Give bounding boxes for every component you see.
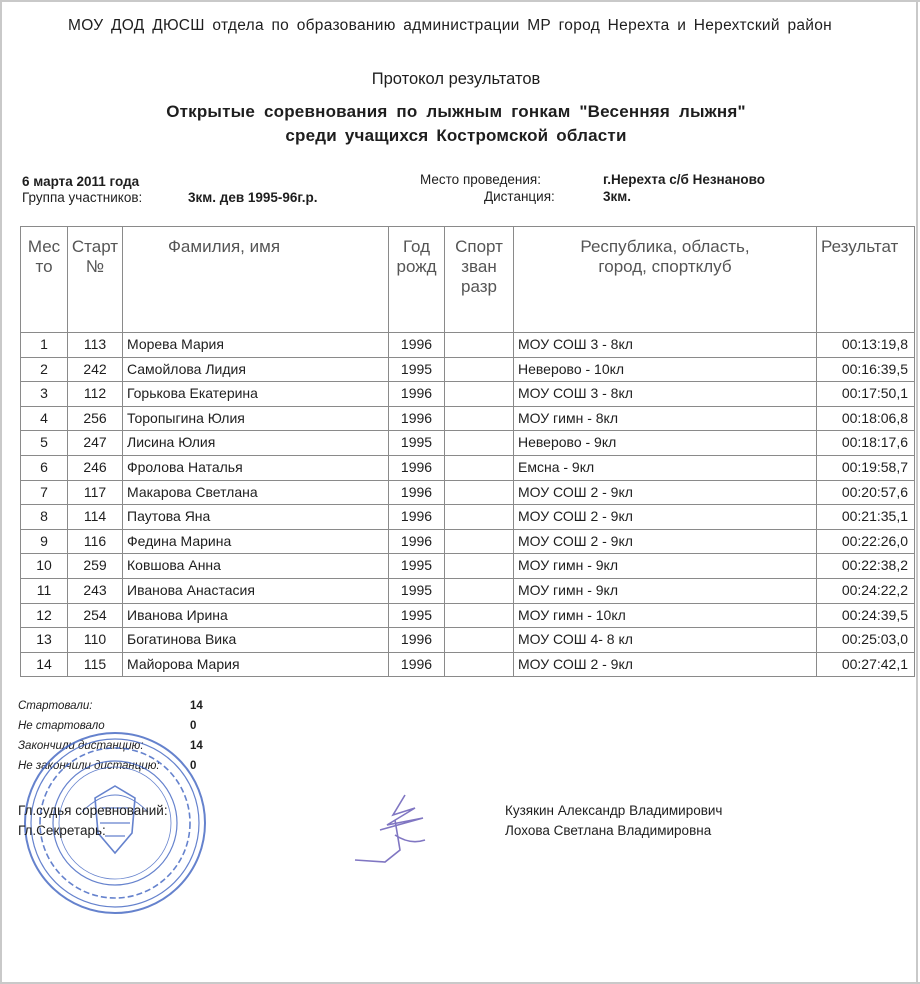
table-row: [21, 480, 915, 505]
cell-start-number: 247: [68, 431, 123, 456]
distance-label: Дистанция:: [484, 189, 555, 204]
cell-place: 7: [21, 480, 68, 505]
cell-name: Фролова Наталья: [123, 455, 389, 480]
results-body: [21, 333, 915, 677]
summary-started-label: Стартовали:: [18, 700, 93, 712]
organization-header: МОУ ДОД ДЮСШ отдела по образованию администрации МР город Нерехта и Нерехтский район: [68, 17, 833, 34]
cell-start-number: 116: [68, 529, 123, 554]
cell-club: МОУ гимн - 9кл: [514, 578, 817, 603]
summary-started-value: 14: [190, 700, 203, 712]
cell-place: 13: [21, 628, 68, 653]
cell-name: Горькова Екатерина: [123, 382, 389, 407]
cell-sport-rank: [445, 505, 514, 530]
cell-club: МОУ СОШ 2 - 9кл: [514, 529, 817, 554]
cell-start-number: 115: [68, 652, 123, 677]
cell-sport-rank: [445, 578, 514, 603]
cell-result: 00:24:22,2: [817, 578, 915, 603]
cell-club: МОУ гимн - 8кл: [514, 406, 817, 431]
cell-result: 00:18:06,8: [817, 406, 915, 431]
cell-result: 00:22:26,0: [817, 529, 915, 554]
cell-place: 1: [21, 333, 68, 358]
page-border-left: [0, 0, 2, 984]
cell-result: 00:20:57,6: [817, 480, 915, 505]
cell-sport-rank: [445, 455, 514, 480]
table-row: [21, 406, 915, 431]
cell-birth-year: 1995: [389, 554, 445, 579]
cell-club: МОУ СОШ 2 - 9кл: [514, 480, 817, 505]
cell-birth-year: 1996: [389, 333, 445, 358]
cell-club: МОУ СОШ 2 - 9кл: [514, 652, 817, 677]
cell-place: 11: [21, 578, 68, 603]
cell-place: 10: [21, 554, 68, 579]
header-name: Фамилия, имя: [123, 227, 389, 333]
cell-sport-rank: [445, 431, 514, 456]
cell-place: 8: [21, 505, 68, 530]
table-header-row: [21, 227, 915, 333]
cell-birth-year: 1995: [389, 578, 445, 603]
cell-result: 00:17:50,1: [817, 382, 915, 407]
table-row: [21, 603, 915, 628]
page-border-top: [0, 0, 920, 2]
cell-start-number: 114: [68, 505, 123, 530]
table-row: [21, 357, 915, 382]
cell-club: МОУ СОШ 4- 8 кл: [514, 628, 817, 653]
group-label: Группа участников:: [22, 190, 143, 205]
cell-name: Майорова Мария: [123, 652, 389, 677]
cell-birth-year: 1996: [389, 529, 445, 554]
table-row: [21, 333, 915, 358]
cell-sport-rank: [445, 554, 514, 579]
cell-birth-year: 1996: [389, 505, 445, 530]
table-row: [21, 529, 915, 554]
chief-judge-name: Кузякин Александр Владимирович: [505, 803, 723, 818]
cell-club: Неверово - 10кл: [514, 357, 817, 382]
results-table: [20, 226, 915, 677]
cell-result: 00:25:03,0: [817, 628, 915, 653]
summary-not-finished-label: Не закончили дистанцию:: [18, 760, 160, 772]
page-border-right: [916, 0, 918, 984]
header-start-number: Старт №: [68, 227, 123, 333]
cell-birth-year: 1996: [389, 455, 445, 480]
summary-finished-value: 14: [190, 740, 203, 752]
cell-place: 6: [21, 455, 68, 480]
chief-secretary-name: Лохова Светлана Владимировна: [505, 823, 712, 838]
cell-name: Макарова Светлана: [123, 480, 389, 505]
table-row: [21, 554, 915, 579]
distance-value: 3км.: [603, 189, 632, 204]
cell-sport-rank: [445, 382, 514, 407]
cell-sport-rank: [445, 406, 514, 431]
cell-birth-year: 1995: [389, 603, 445, 628]
cell-sport-rank: [445, 603, 514, 628]
cell-start-number: 259: [68, 554, 123, 579]
header-sport-rank: Спорт зван разр: [445, 227, 514, 333]
venue-label: Место проведения:: [420, 172, 541, 187]
cell-sport-rank: [445, 333, 514, 358]
cell-club: Неверово - 9кл: [514, 431, 817, 456]
cell-result: 00:21:35,1: [817, 505, 915, 530]
header-result: Результат: [817, 227, 915, 333]
cell-name: Федина Марина: [123, 529, 389, 554]
cell-start-number: 110: [68, 628, 123, 653]
cell-birth-year: 1995: [389, 357, 445, 382]
header-place: Мес то: [21, 227, 68, 333]
cell-name: Богатинова Вика: [123, 628, 389, 653]
table-row: [21, 652, 915, 677]
cell-name: Иванова Анастасия: [123, 578, 389, 603]
cell-birth-year: 1996: [389, 406, 445, 431]
cell-start-number: 243: [68, 578, 123, 603]
cell-sport-rank: [445, 480, 514, 505]
cell-place: 9: [21, 529, 68, 554]
cell-birth-year: 1996: [389, 652, 445, 677]
cell-place: 2: [21, 357, 68, 382]
cell-start-number: 117: [68, 480, 123, 505]
header-birth-year: Год рожд: [389, 227, 445, 333]
cell-start-number: 256: [68, 406, 123, 431]
cell-name: Иванова Ирина: [123, 603, 389, 628]
cell-start-number: 246: [68, 455, 123, 480]
cell-place: 4: [21, 406, 68, 431]
event-date: 6 марта 2011 года: [22, 174, 140, 189]
cell-name: Морева Мария: [123, 333, 389, 358]
cell-birth-year: 1995: [389, 431, 445, 456]
cell-birth-year: 1996: [389, 628, 445, 653]
table-row: [21, 505, 915, 530]
chief-secretary-label: Гл.Секретарь:: [18, 823, 106, 838]
cell-start-number: 112: [68, 382, 123, 407]
cell-result: 00:22:38,2: [817, 554, 915, 579]
cell-club: МОУ СОШ 3 - 8кл: [514, 333, 817, 358]
protocol-title: Протокол результатов: [371, 70, 541, 88]
competition-subtitle: среди учащихся Костромской области: [285, 126, 627, 145]
cell-result: 00:24:39,5: [817, 603, 915, 628]
cell-sport-rank: [445, 652, 514, 677]
header-club: Республика, область, город, спортклуб: [514, 227, 817, 333]
cell-name: Самойлова Лидия: [123, 357, 389, 382]
handwritten-signature: [345, 790, 445, 870]
cell-name: Ковшова Анна: [123, 554, 389, 579]
table-row: [21, 628, 915, 653]
cell-birth-year: 1996: [389, 382, 445, 407]
venue-value: г.Нерехта с/б Незнаново: [603, 172, 765, 187]
cell-sport-rank: [445, 529, 514, 554]
summary-finished-label: Закончили дистанцию:: [18, 740, 144, 752]
cell-place: 12: [21, 603, 68, 628]
cell-club: Емсна - 9кл: [514, 455, 817, 480]
competition-title: Открытые соревнования по лыжным гонкам "Весенняя лыжня": [166, 102, 746, 121]
summary-not-finished-value: 0: [190, 760, 197, 772]
cell-place: 5: [21, 431, 68, 456]
cell-sport-rank: [445, 628, 514, 653]
cell-name: Паутова Яна: [123, 505, 389, 530]
cell-result: 00:16:39,5: [817, 357, 915, 382]
cell-club: МОУ СОШ 3 - 8кл: [514, 382, 817, 407]
table-row: [21, 455, 915, 480]
cell-start-number: 254: [68, 603, 123, 628]
cell-club: МОУ СОШ 2 - 9кл: [514, 505, 817, 530]
cell-place: 14: [21, 652, 68, 677]
cell-result: 00:19:58,7: [817, 455, 915, 480]
table-row: [21, 578, 915, 603]
group-value: 3км. дев 1995-96г.р.: [188, 190, 318, 205]
cell-start-number: 113: [68, 333, 123, 358]
cell-place: 3: [21, 382, 68, 407]
cell-club: МОУ гимн - 10кл: [514, 603, 817, 628]
summary-not-started-label: Не стартовало: [18, 720, 105, 732]
cell-birth-year: 1996: [389, 480, 445, 505]
cell-sport-rank: [445, 357, 514, 382]
cell-club: МОУ гимн - 9кл: [514, 554, 817, 579]
cell-result: 00:13:19,8: [817, 333, 915, 358]
cell-result: 00:27:42,1: [817, 652, 915, 677]
cell-name: Лисина Юлия: [123, 431, 389, 456]
cell-start-number: 242: [68, 357, 123, 382]
chief-judge-label: Гл.судья соревнований:: [18, 803, 168, 818]
cell-name: Торопыгина Юлия: [123, 406, 389, 431]
table-row: [21, 431, 915, 456]
summary-not-started-value: 0: [190, 720, 197, 732]
cell-result: 00:18:17,6: [817, 431, 915, 456]
table-row: [21, 382, 915, 407]
